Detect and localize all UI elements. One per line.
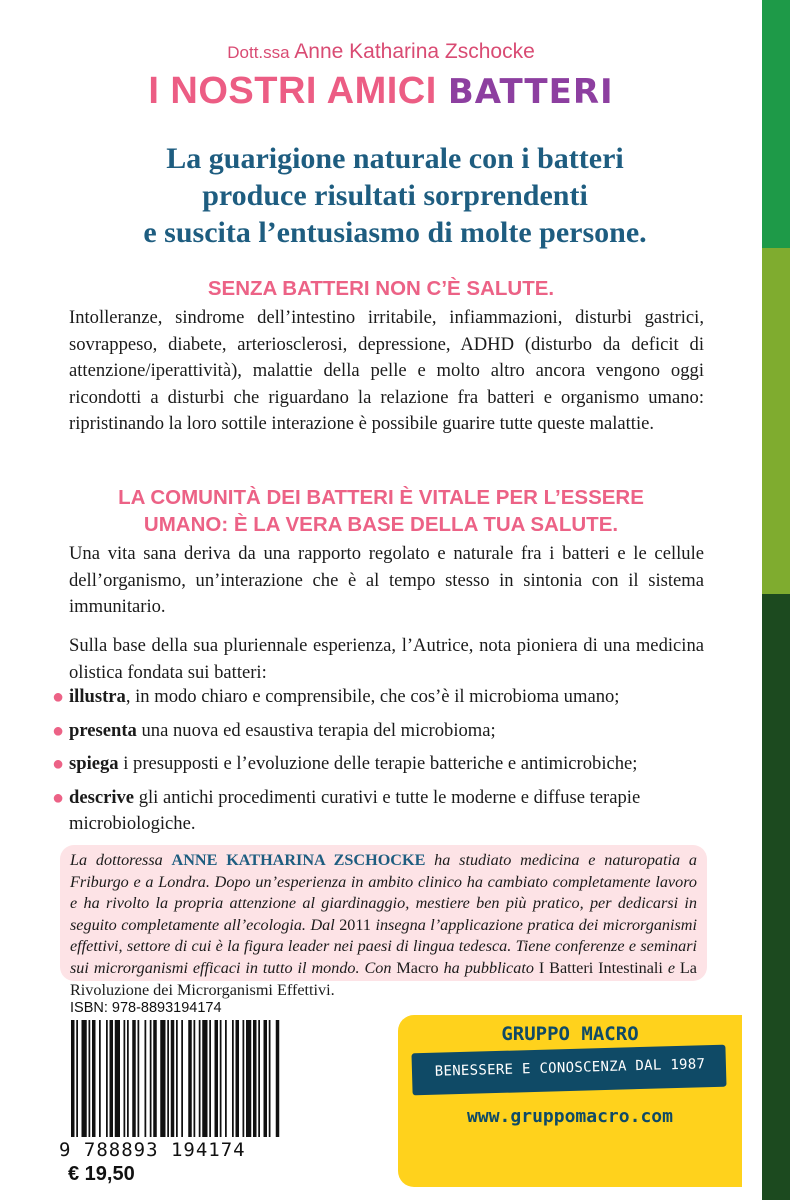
author-prefix: Dott.ssa: [227, 43, 290, 62]
healthy-life-paragraph: Una vita sana deriva da una rapporto regolato e naturale fra i batteri e le cellule dell’organismo, un’interazione che è al tempo stesso in sintonia con il sistema immunitario.: [69, 543, 704, 617]
bio-intro: La dottoressa: [70, 851, 172, 869]
author-name: Anne Katharina Zschocke: [294, 40, 535, 63]
bio-body3: ha pubblicato: [438, 958, 539, 977]
tagline-line: La guarigione naturale con i batteri: [166, 142, 624, 175]
tagline: [0, 140, 790, 251]
publisher-website: www.gruppomacro.com: [467, 1106, 673, 1127]
list-item: [52, 751, 712, 778]
bullet-text: , in modo chiaro e comprensibile, che cos’è il microbioma umano;: [125, 686, 620, 707]
bullet-keyword: spiega: [69, 753, 119, 774]
barcode: [71, 1020, 336, 1145]
feature-list: [52, 684, 712, 845]
intro-paragraph: Intolleranze, sindrome dell’intestino irritabile, infiammazioni, disturbi gastrici, sovrappeso, diabete, arteriosclerosi, depressione, ADHD (disturbo da deficit di attenzione/iperattività), malattie della pelle e molto altro ancora vengono oggi ricondotti a disturbi che riguardano la relazione fra batteri e organismo umano: ripristinando la loro sottile interazione è possibile guarire tutte queste malattie.: [69, 307, 704, 434]
barcode-number: 9 788893 194174: [59, 1139, 246, 1161]
bio-end: .: [330, 980, 335, 999]
book-title: [0, 70, 762, 113]
side-stripe-dark: [762, 594, 790, 1200]
publisher-slogan: BENESSERE E CONOSCENZA DAL 1987: [434, 1056, 706, 1080]
bullet-icon: ●: [52, 719, 65, 742]
title-part1: I NOSTRI AMICI: [148, 70, 437, 112]
author-bio-box: [60, 845, 707, 999]
heading-line: LA COMUNITÀ DEI BATTERI È VITALE PER L’ESSERE: [118, 486, 644, 509]
list-item: [52, 684, 712, 711]
bullet-icon: ●: [52, 753, 65, 775]
price: € 19,50: [68, 1163, 135, 1185]
side-stripe-lime: [762, 248, 790, 594]
bio-book1: I Batteri Intestinali: [538, 958, 663, 977]
list-item: [52, 718, 712, 745]
bio-year: 2011: [339, 915, 371, 934]
bio-publisher: Macro: [396, 958, 439, 977]
heading-line: UMANO: È LA VERA BASE DELLA TUA SALUTE.: [143, 513, 619, 536]
author-experience-paragraph: Sulla base della sua pluriennale esperienza, l’Autrice, nota pioniera di una medicina olistica fondata sui batteri:: [69, 635, 704, 683]
bio-body2: insegna l’applicazione pratica dei microrganismi effettivi, settore di cui è la figura leader nei paesi di lingua tedesca. Tiene conferenze e seminari sui microrganismi efficaci in tutto il mondo. Con: [70, 915, 697, 977]
tagline-line: produce risultati sorprendenti: [202, 179, 588, 212]
bullet-icon: ●: [52, 786, 65, 809]
heading-no-health: SENZA BATTERI NON C’È SALUTE.: [207, 277, 555, 300]
bio-author-name: ANNE KATHARINA ZSCHOCKE: [171, 851, 426, 869]
isbn-label: ISBN: 978-8893194174: [70, 1000, 222, 1016]
bullet-icon: ●: [52, 686, 65, 708]
bullet-text: gli antichi procedimenti curativi e tutte le moderne e diffuse terapie microbiologiche.: [69, 786, 641, 834]
publisher-name: GRUPPO MACRO: [501, 1023, 639, 1045]
bio-book2: La Rivoluzione dei Microrganismi Effettivi: [70, 958, 697, 999]
bio-and: e: [662, 958, 680, 977]
bullet-text: i presupposti e l’evoluzione delle terapie batteriche e antimicrobiche;: [118, 753, 638, 774]
title-part2: BATTERI: [447, 72, 614, 112]
bio-body: ha studiato medicina e naturopatia a Friburgo e a Londra. Dopo un’esperienza in ambito clinico ha cambiato completamente lavoro e ha rivolto la propria attenzione al giardinaggio, mestiere ben più pratico, per dedicarsi in seguito completamente all’ecologia. Dal: [70, 851, 697, 934]
bullet-text: una nuova ed esaustiva terapia del microbioma;: [136, 719, 496, 741]
author-line: [0, 40, 762, 64]
list-item: [52, 785, 712, 838]
bullet-keyword: illustra: [69, 686, 126, 707]
bullet-keyword: descrive: [69, 786, 135, 808]
bullet-keyword: presenta: [69, 719, 137, 741]
tagline-line: e suscita l’entusiasmo di molte persone.: [143, 216, 647, 249]
heading-community: [0, 484, 762, 538]
